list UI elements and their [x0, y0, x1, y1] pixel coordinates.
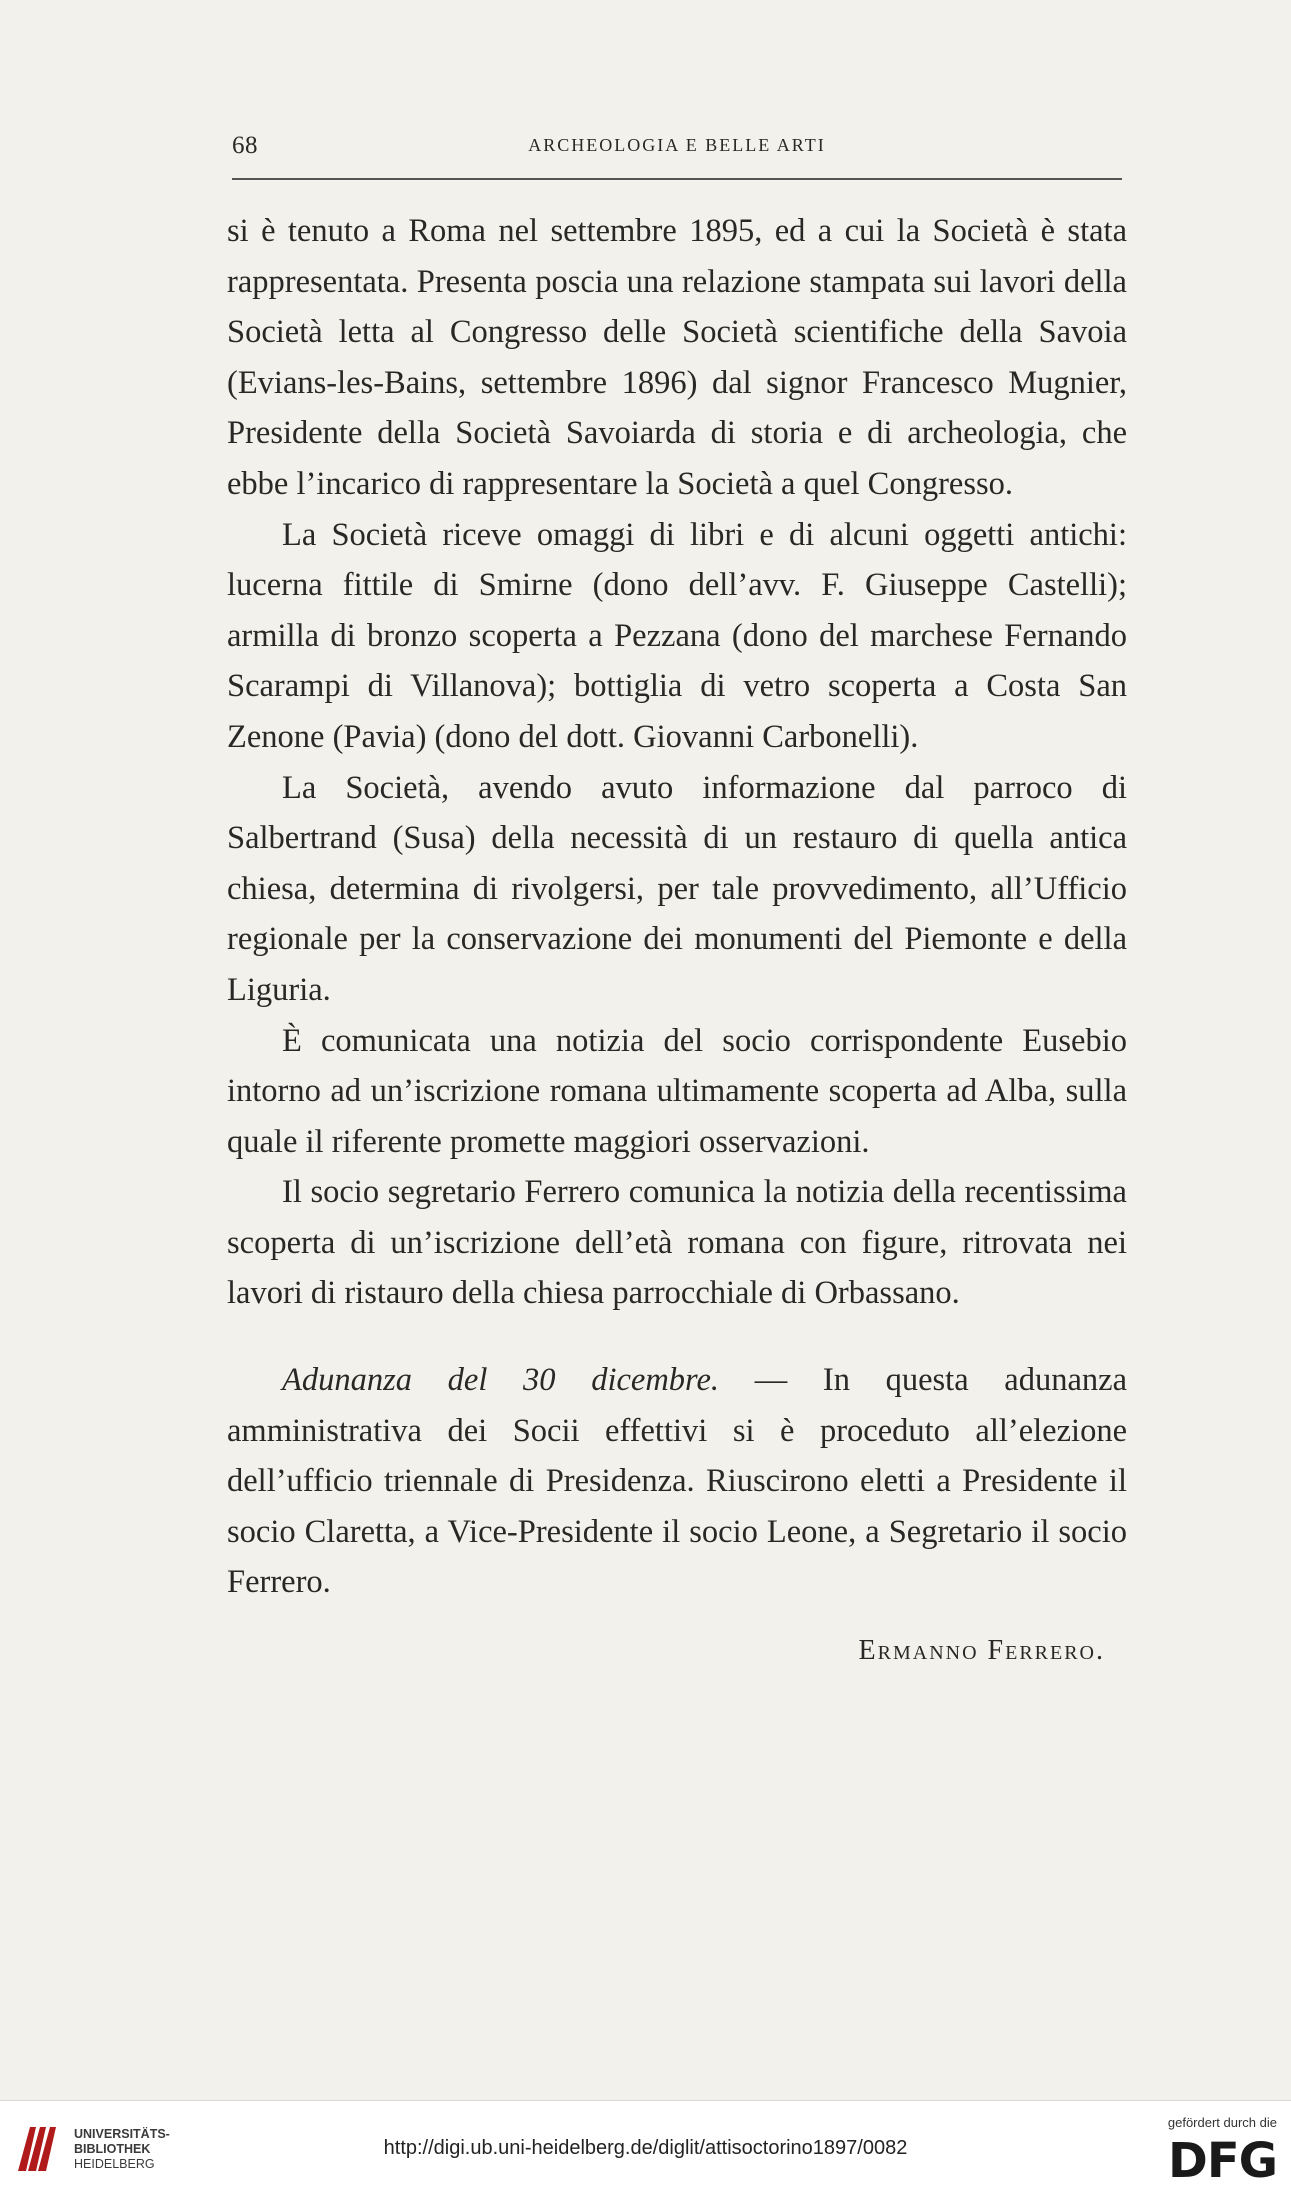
- library-name-line3: HEIDELBERG: [74, 2157, 155, 2171]
- library-name-line1: UNIVERSITÄTS-: [74, 2127, 170, 2141]
- dfg-logo: DFG: [1167, 2133, 1277, 2189]
- funding-note: gefördert durch die: [1167, 2115, 1277, 2130]
- running-head: ARCHEOLOGIA E BELLE ARTI: [528, 135, 826, 155]
- paragraph-2: La Società riceve omaggi di libri e di alcuni oggetti antichi: lucerna fittile di Smirne (dono dell’avv. F. Giuseppe Castelli); armilla di bronzo scoperta a Pezzana (dono del marchese Fernando Scarampi di Villanova); bottiglia di vetro scoperta a Costa San Zenone (Pavia) (dono del dott. Giovanni Carbonelli).: [227, 516, 1127, 755]
- paragraph-5: Il socio segretario Ferrero comunica la notizia della recentissima scoperta di un’iscrizione dell’età romana con figure, ritrovata nei lavori di ristauro della chiesa parrocchiale di Orbassano.: [227, 1174, 1127, 1312]
- page-header: [232, 132, 1122, 172]
- header-rule: [232, 178, 1122, 180]
- signature: [227, 1626, 1105, 1677]
- digitization-footer: [0, 2100, 1291, 2195]
- paragraph-3: La Società, avendo avuto informazione dal parroco di Salbertrand (Susa) della necessità di un restauro di quella antica chiesa, determina di rivolgersi, per tale provvedimento, all’Ufficio regionale per la conservazione dei monumenti del Piemonte e della Liguria.: [227, 769, 1127, 1008]
- permalink-url[interactable]: http://digi.ub.uni-heidelberg.de/diglit/attisoctorino1897/0082: [383, 2137, 908, 2159]
- signature-name: Ermanno Ferrero.: [858, 1635, 1105, 1667]
- paragraph-4: È comunicata una notizia del socio corrispondente Eusebio intorno ad un’iscrizione romana ultimamente scoperta ad Alba, sulla quale il riferente promette maggiori osservazioni.: [227, 1022, 1127, 1160]
- library-name-line2: BIBLIOTHEK: [74, 2142, 151, 2156]
- meeting-text: — In questa adunanza amministrativa dei Socii effettivi si è proceduto all’elezione dell’ufficio triennale di Presidenza. Riuscirono eletti a Presidente il socio Claretta, a Vice-Presidente il socio Leone, a Segretario il socio Ferrero.: [227, 1362, 1127, 1601]
- paragraph-1: si è tenuto a Roma nel settembre 1895, ed a cui la Società è stata rappresentata. Presenta poscia una relazione stampata sui lavori della Società letta al Congresso delle Società scientifiche della Savoia (Evians-les-Bains, settembre 1896) dal signor Francesco Mugnier, Presidente della Società Savoiarda di storia e di archeologia, che ebbe l’incarico di rappresentare la Società a quel Congresso.: [227, 213, 1127, 502]
- page-number: 68: [232, 132, 258, 159]
- body-text: [227, 206, 1127, 1677]
- paragraph-meeting: [227, 1355, 1127, 1608]
- meeting-date-italic: Adunanza del 30 dicembre.: [282, 1362, 720, 1399]
